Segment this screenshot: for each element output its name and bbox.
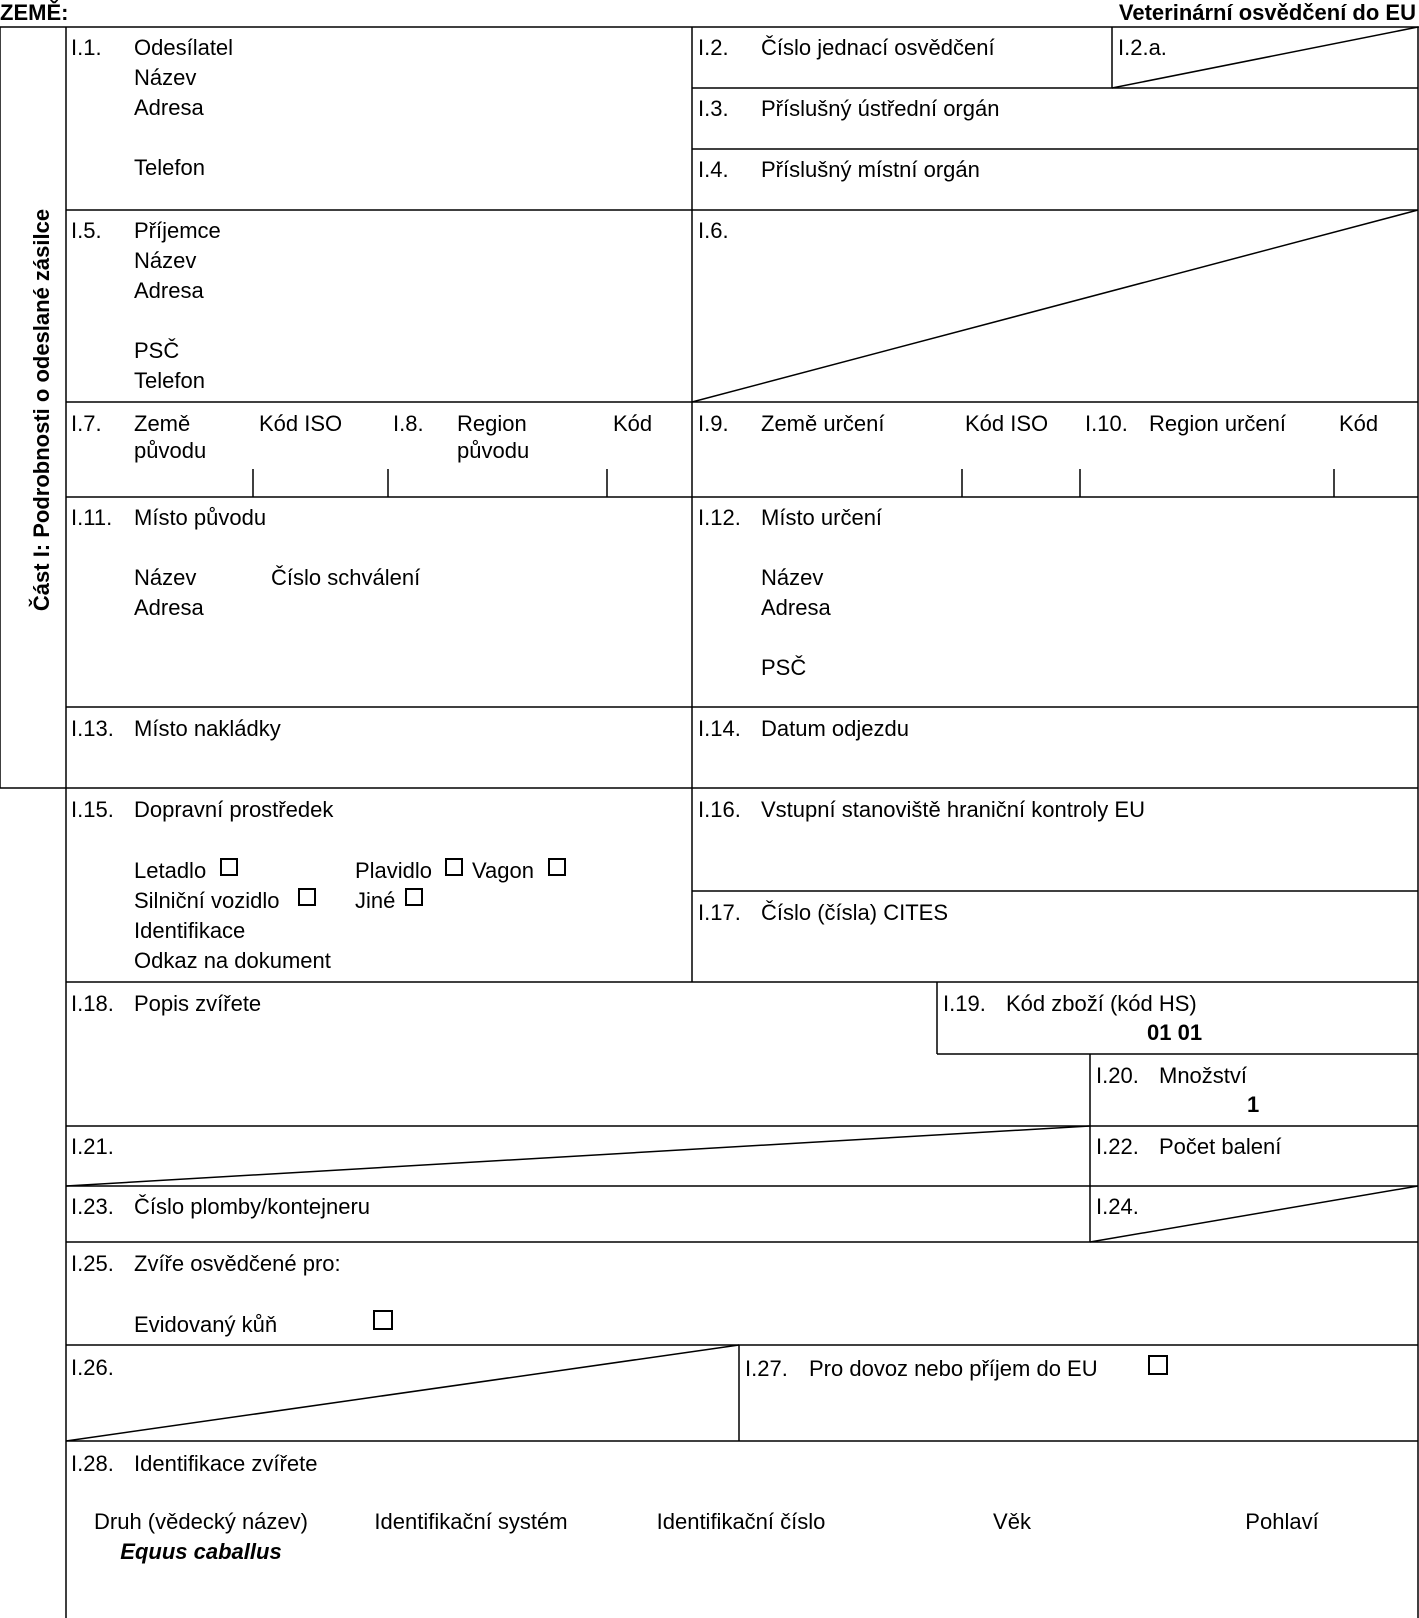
other-checkbox[interactable] [405, 888, 423, 906]
consignee-address-label: Adresa [134, 278, 204, 303]
place-of-loading-label: Místo nakládky [134, 716, 281, 741]
field-number-i1: I.1. [71, 35, 102, 60]
import-admission-checkbox[interactable] [1148, 1355, 1168, 1375]
field-number-i11: I.11. [71, 505, 113, 530]
field-number-i2a: I.2.a. [1118, 35, 1167, 60]
cites-number-label: Číslo (čísla) CITES [761, 900, 949, 925]
registered-horse-label: Evidovaný kůň [134, 1312, 278, 1337]
option-railway-label: Vagon [472, 858, 534, 883]
destination-region-code-label: Kód [1339, 411, 1379, 436]
departure-date-label: Datum odjezdu [761, 716, 909, 741]
origin-region-code-label: Kód [613, 411, 653, 436]
import-admission-label: Pro dovoz nebo příjem do EU [809, 1356, 1098, 1381]
border-control-post-label: Vstupní stanoviště hraniční kontroly EU [761, 797, 1145, 822]
field-number-i22: I.22. [1096, 1134, 1139, 1159]
commodity-code-value: 01 01 [1147, 1020, 1203, 1045]
certificate-reference-label: Číslo jednací osvědčení [761, 35, 995, 60]
option-vessel-label: Plavidlo [355, 858, 433, 883]
origin-country-label-2: původu [134, 438, 207, 463]
origin-country-label-1: Země [134, 411, 191, 436]
consignee-title: Příjemce [134, 218, 221, 243]
field-number-i3: I.3. [698, 96, 729, 121]
document-reference-label: Odkaz na dokument [134, 948, 331, 973]
column-identification-number: Identifikační číslo [656, 1509, 826, 1534]
column-sex: Pohlaví [1245, 1509, 1319, 1534]
field-number-i5: I.5. [71, 218, 102, 243]
commodity-code-label: Kód zboží (kód HS) [1006, 991, 1197, 1016]
certified-for-label: Zvíře osvědčené pro: [134, 1251, 341, 1276]
option-aircraft-label: Letadlo [134, 858, 207, 883]
seal-container-number-label: Číslo plomby/kontejneru [134, 1194, 371, 1219]
field-number-i10: I.10. [1085, 411, 1128, 436]
field-number-i13: I.13. [71, 716, 114, 741]
vessel-checkbox[interactable] [445, 858, 463, 876]
column-identification-system: Identifikační systém [374, 1509, 568, 1534]
field-number-i26: I.26. [71, 1355, 114, 1380]
aircraft-checkbox[interactable] [220, 858, 238, 876]
field-number-i28: I.28. [71, 1451, 114, 1476]
certificate-title: Veterinární osvědčení do EU [1118, 0, 1416, 25]
animal-identification-title: Identifikace zvířete [134, 1451, 318, 1476]
place-of-origin-address-label: Adresa [134, 595, 204, 620]
species-value: Equus caballus [120, 1539, 282, 1564]
road-vehicle-checkbox[interactable] [298, 888, 316, 906]
place-of-origin-name-label: Název [134, 565, 197, 590]
field-number-i4: I.4. [698, 157, 729, 182]
field-number-i23: I.23. [71, 1194, 114, 1219]
field-number-i15: I.15. [71, 797, 114, 822]
consignee-phone-label: Telefon [134, 368, 205, 393]
field-number-i14: I.14. [698, 716, 741, 741]
destination-country-label: Země určení [761, 411, 885, 436]
field-number-i12: I.12. [698, 505, 741, 530]
consignee-postcode-label: PSČ [134, 338, 180, 363]
approval-number-label: Číslo schválení [271, 565, 421, 590]
place-of-origin-title: Místo původu [134, 505, 267, 530]
consignor-address-label: Adresa [134, 95, 204, 120]
column-age: Věk [993, 1509, 1031, 1534]
field-number-i19: I.19. [943, 991, 986, 1016]
quantity-value: 1 [1247, 1092, 1260, 1117]
option-road-vehicle-label: Silniční vozidlo [134, 888, 280, 913]
origin-iso-label: Kód ISO [259, 411, 343, 436]
destination-region-label: Region určení [1149, 411, 1286, 436]
place-of-destination-address-label: Adresa [761, 595, 831, 620]
field-number-i9: I.9. [698, 411, 729, 436]
place-of-destination-postcode-label: PSČ [761, 655, 807, 680]
central-authority-label: Příslušný ústřední orgán [761, 96, 1000, 121]
field-number-i17: I.17. [698, 900, 741, 925]
field-number-i16: I.16. [698, 797, 741, 822]
origin-region-label-1: Region [457, 411, 527, 436]
local-authority-label: Příslušný místní orgán [761, 157, 980, 182]
field-number-i27: I.27. [745, 1356, 788, 1381]
registered-horse-checkbox[interactable] [373, 1310, 393, 1330]
field-number-i6: I.6. [698, 218, 729, 243]
number-of-packages-label: Počet balení [1159, 1134, 1282, 1159]
consignor-name-label: Název [134, 65, 197, 90]
consignee-name-label: Název [134, 248, 197, 273]
field-number-i18: I.18. [71, 991, 114, 1016]
origin-region-label-2: původu [457, 438, 530, 463]
place-of-destination-name-label: Název [761, 565, 824, 590]
section-side-label: Část I: Podrobnosti o odeslané zásilce [29, 208, 54, 612]
field-number-i8: I.8. [393, 411, 424, 436]
field-number-i2: I.2. [698, 35, 729, 60]
field-number-i24: I.24. [1096, 1194, 1139, 1219]
field-number-i21: I.21. [71, 1134, 114, 1159]
animal-description-label: Popis zvířete [134, 991, 262, 1016]
means-of-transport-title: Dopravní prostředek [134, 797, 334, 822]
destination-iso-label: Kód ISO [965, 411, 1049, 436]
identification-label: Identifikace [134, 918, 246, 943]
column-species: Druh (vědecký název) [94, 1509, 308, 1534]
option-other-label: Jiné [355, 888, 396, 913]
place-of-destination-title: Místo určení [761, 505, 883, 530]
field-number-i25: I.25. [71, 1251, 114, 1276]
field-number-i7: I.7. [71, 411, 102, 436]
quantity-label: Množství [1159, 1063, 1248, 1088]
country-label: ZEMĚ: [0, 0, 69, 25]
consignor-title: Odesílatel [134, 35, 234, 60]
railway-checkbox[interactable] [548, 858, 566, 876]
field-number-i20: I.20. [1096, 1063, 1139, 1088]
consignor-phone-label: Telefon [134, 155, 205, 180]
